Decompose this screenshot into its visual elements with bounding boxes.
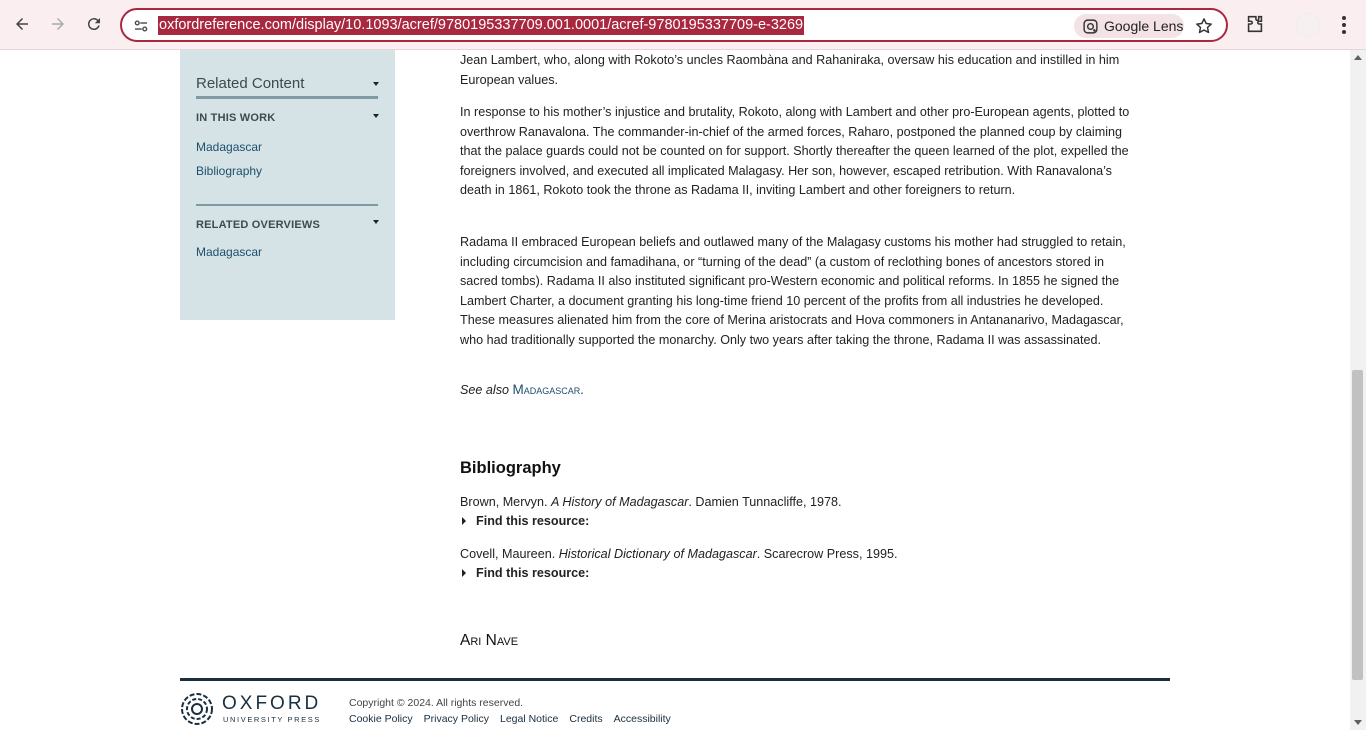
- scroll-up-arrow-icon[interactable]: [1354, 55, 1362, 60]
- related-overviews-toggle-icon[interactable]: [373, 220, 379, 224]
- see-also-label: See also: [460, 383, 510, 397]
- footer-link-privacy-policy[interactable]: Privacy Policy: [423, 713, 489, 725]
- bib-publisher: . Damien Tunnacliffe, 1978.: [688, 495, 842, 509]
- see-also-period: .: [580, 383, 584, 397]
- copyright-text: Copyright © 2024. All rights reserved.: [349, 697, 524, 709]
- footer-link-accessibility[interactable]: Accessibility: [613, 713, 671, 725]
- profile-avatar[interactable]: [1296, 13, 1320, 37]
- vertical-scrollbar[interactable]: [1350, 50, 1366, 730]
- page-viewport: [0, 50, 1350, 730]
- related-content-panel: [180, 50, 395, 320]
- find-resource-toggle[interactable]: [460, 566, 589, 580]
- browser-toolbar: [0, 0, 1366, 50]
- bibliography-heading: Bibliography: [460, 459, 561, 477]
- find-resource-label: Find this resource:: [476, 566, 590, 580]
- sidebar-overview-link-madagascar[interactable]: Madagascar: [196, 245, 263, 259]
- footer-divider: [180, 678, 1170, 681]
- article-paragraph: Radama II embraced European beliefs and outlawed many of the Malagasy customs his mother had struggled to retain, including circumcision and famadihana, or “turning of the dead” (a custom of reclothing bones of ancestors stored in sacred tombs). Radama II also instituted significant pro-Western economic and political reforms. In 1855 he signed the Lambert Charter, a document granting his long-time friend 10 percent of the profits from all industries he developed. These measures alienated him from the core of Merina aristocrats and Hova commoners in Antananarivo, Madagascar, who had traditionally supported the monarchy. Only two years after taking the throne, Radama II was assassinated.: [460, 235, 1126, 347]
- article-paragraph: In response to his mother’s injustice and brutality, Rokoto, along with Lambert and other pro-European agents, plotted to overthrow Ranavalona. The commander-in-chief of the armed forces, Raharo, postponed the planned coup by claiming that the palace guards could not be counted on for support. Shortly thereafter the queen learned of the plot, expelled the foreigners involved, and executed all implicated Malagasy. Her son, however, escaped retribution. With Ranavalona’s death in 1861, Rokoto took the throne as Radama II, inviting Lambert and other foreigners to return.: [460, 105, 1130, 197]
- article-author: Ari Nave: [460, 632, 519, 649]
- back-button[interactable]: [9, 11, 35, 37]
- address-bar[interactable]: [120, 8, 1228, 42]
- bib-author: Covell, Maureen.: [460, 547, 559, 561]
- article-paragraph: Jean Lambert, who, along with Rokoto’s uncles Raombàna and Rahaniraka, oversaw his education and instilled in him European values.: [460, 53, 1120, 87]
- oup-logo-word: OXFORD: [222, 693, 322, 714]
- forward-icon: [49, 15, 67, 33]
- related-content-title[interactable]: Related Content: [196, 75, 305, 92]
- bib-title: Historical Dictionary of Madagascar: [558, 547, 757, 561]
- related-content-divider: [196, 96, 378, 99]
- bibliography-entry: [460, 495, 842, 509]
- bib-publisher: . Scarecrow Press, 1995.: [756, 547, 898, 561]
- reload-button[interactable]: [81, 11, 107, 37]
- oup-logo[interactable]: [180, 692, 330, 730]
- url-text[interactable]: oxfordreference.com/display/10.1093/acref/9780195337709.001.0001/acref-9780195337709-e-3269: [159, 17, 804, 33]
- footer-link-cookie-policy[interactable]: Cookie Policy: [349, 713, 413, 725]
- expand-triangle-icon: [462, 517, 466, 525]
- see-also-link-madagascar[interactable]: Madagascar: [512, 382, 581, 397]
- bib-author: Brown, Mervyn.: [460, 495, 551, 509]
- in-this-work-toggle-icon[interactable]: [373, 114, 379, 118]
- scrollbar-thumb[interactable]: [1352, 370, 1363, 680]
- footer-links: [349, 713, 671, 725]
- google-lens-label: Google Lens: [1104, 18, 1184, 34]
- in-this-work-heading[interactable]: IN THIS WORK: [196, 112, 276, 124]
- expand-triangle-icon: [462, 569, 466, 577]
- scroll-down-arrow-icon[interactable]: [1354, 720, 1362, 725]
- bookmark-star-icon[interactable]: [1194, 16, 1214, 36]
- oup-logo-mark-icon: [180, 692, 214, 726]
- menu-kebab-icon[interactable]: [1334, 13, 1354, 37]
- oup-logo-subtitle: UNIVERSITY PRESS: [223, 715, 321, 724]
- extensions-icon[interactable]: [1244, 13, 1266, 35]
- footer-link-legal-notice[interactable]: Legal Notice: [499, 713, 559, 725]
- bibliography-entry: [460, 547, 897, 561]
- google-lens-button[interactable]: [1074, 14, 1184, 38]
- find-resource-label: Find this resource:: [476, 514, 590, 528]
- find-resource-toggle[interactable]: [460, 514, 589, 528]
- sidebar-divider: [196, 204, 378, 206]
- google-lens-icon: [1082, 18, 1099, 35]
- sidebar-link-bibliography[interactable]: Bibliography: [196, 164, 263, 178]
- bib-title: A History of Madagascar: [550, 495, 689, 509]
- footer-link-credits[interactable]: Credits: [569, 713, 603, 725]
- reload-icon: [85, 15, 103, 33]
- related-overviews-heading[interactable]: RELATED OVERVIEWS: [196, 219, 321, 231]
- site-info-icon[interactable]: [132, 17, 150, 35]
- back-icon: [13, 15, 31, 33]
- related-content-toggle-icon[interactable]: [373, 82, 379, 86]
- forward-button[interactable]: [45, 11, 71, 37]
- see-also: [460, 382, 584, 397]
- sidebar-link-madagascar[interactable]: Madagascar: [196, 140, 263, 154]
